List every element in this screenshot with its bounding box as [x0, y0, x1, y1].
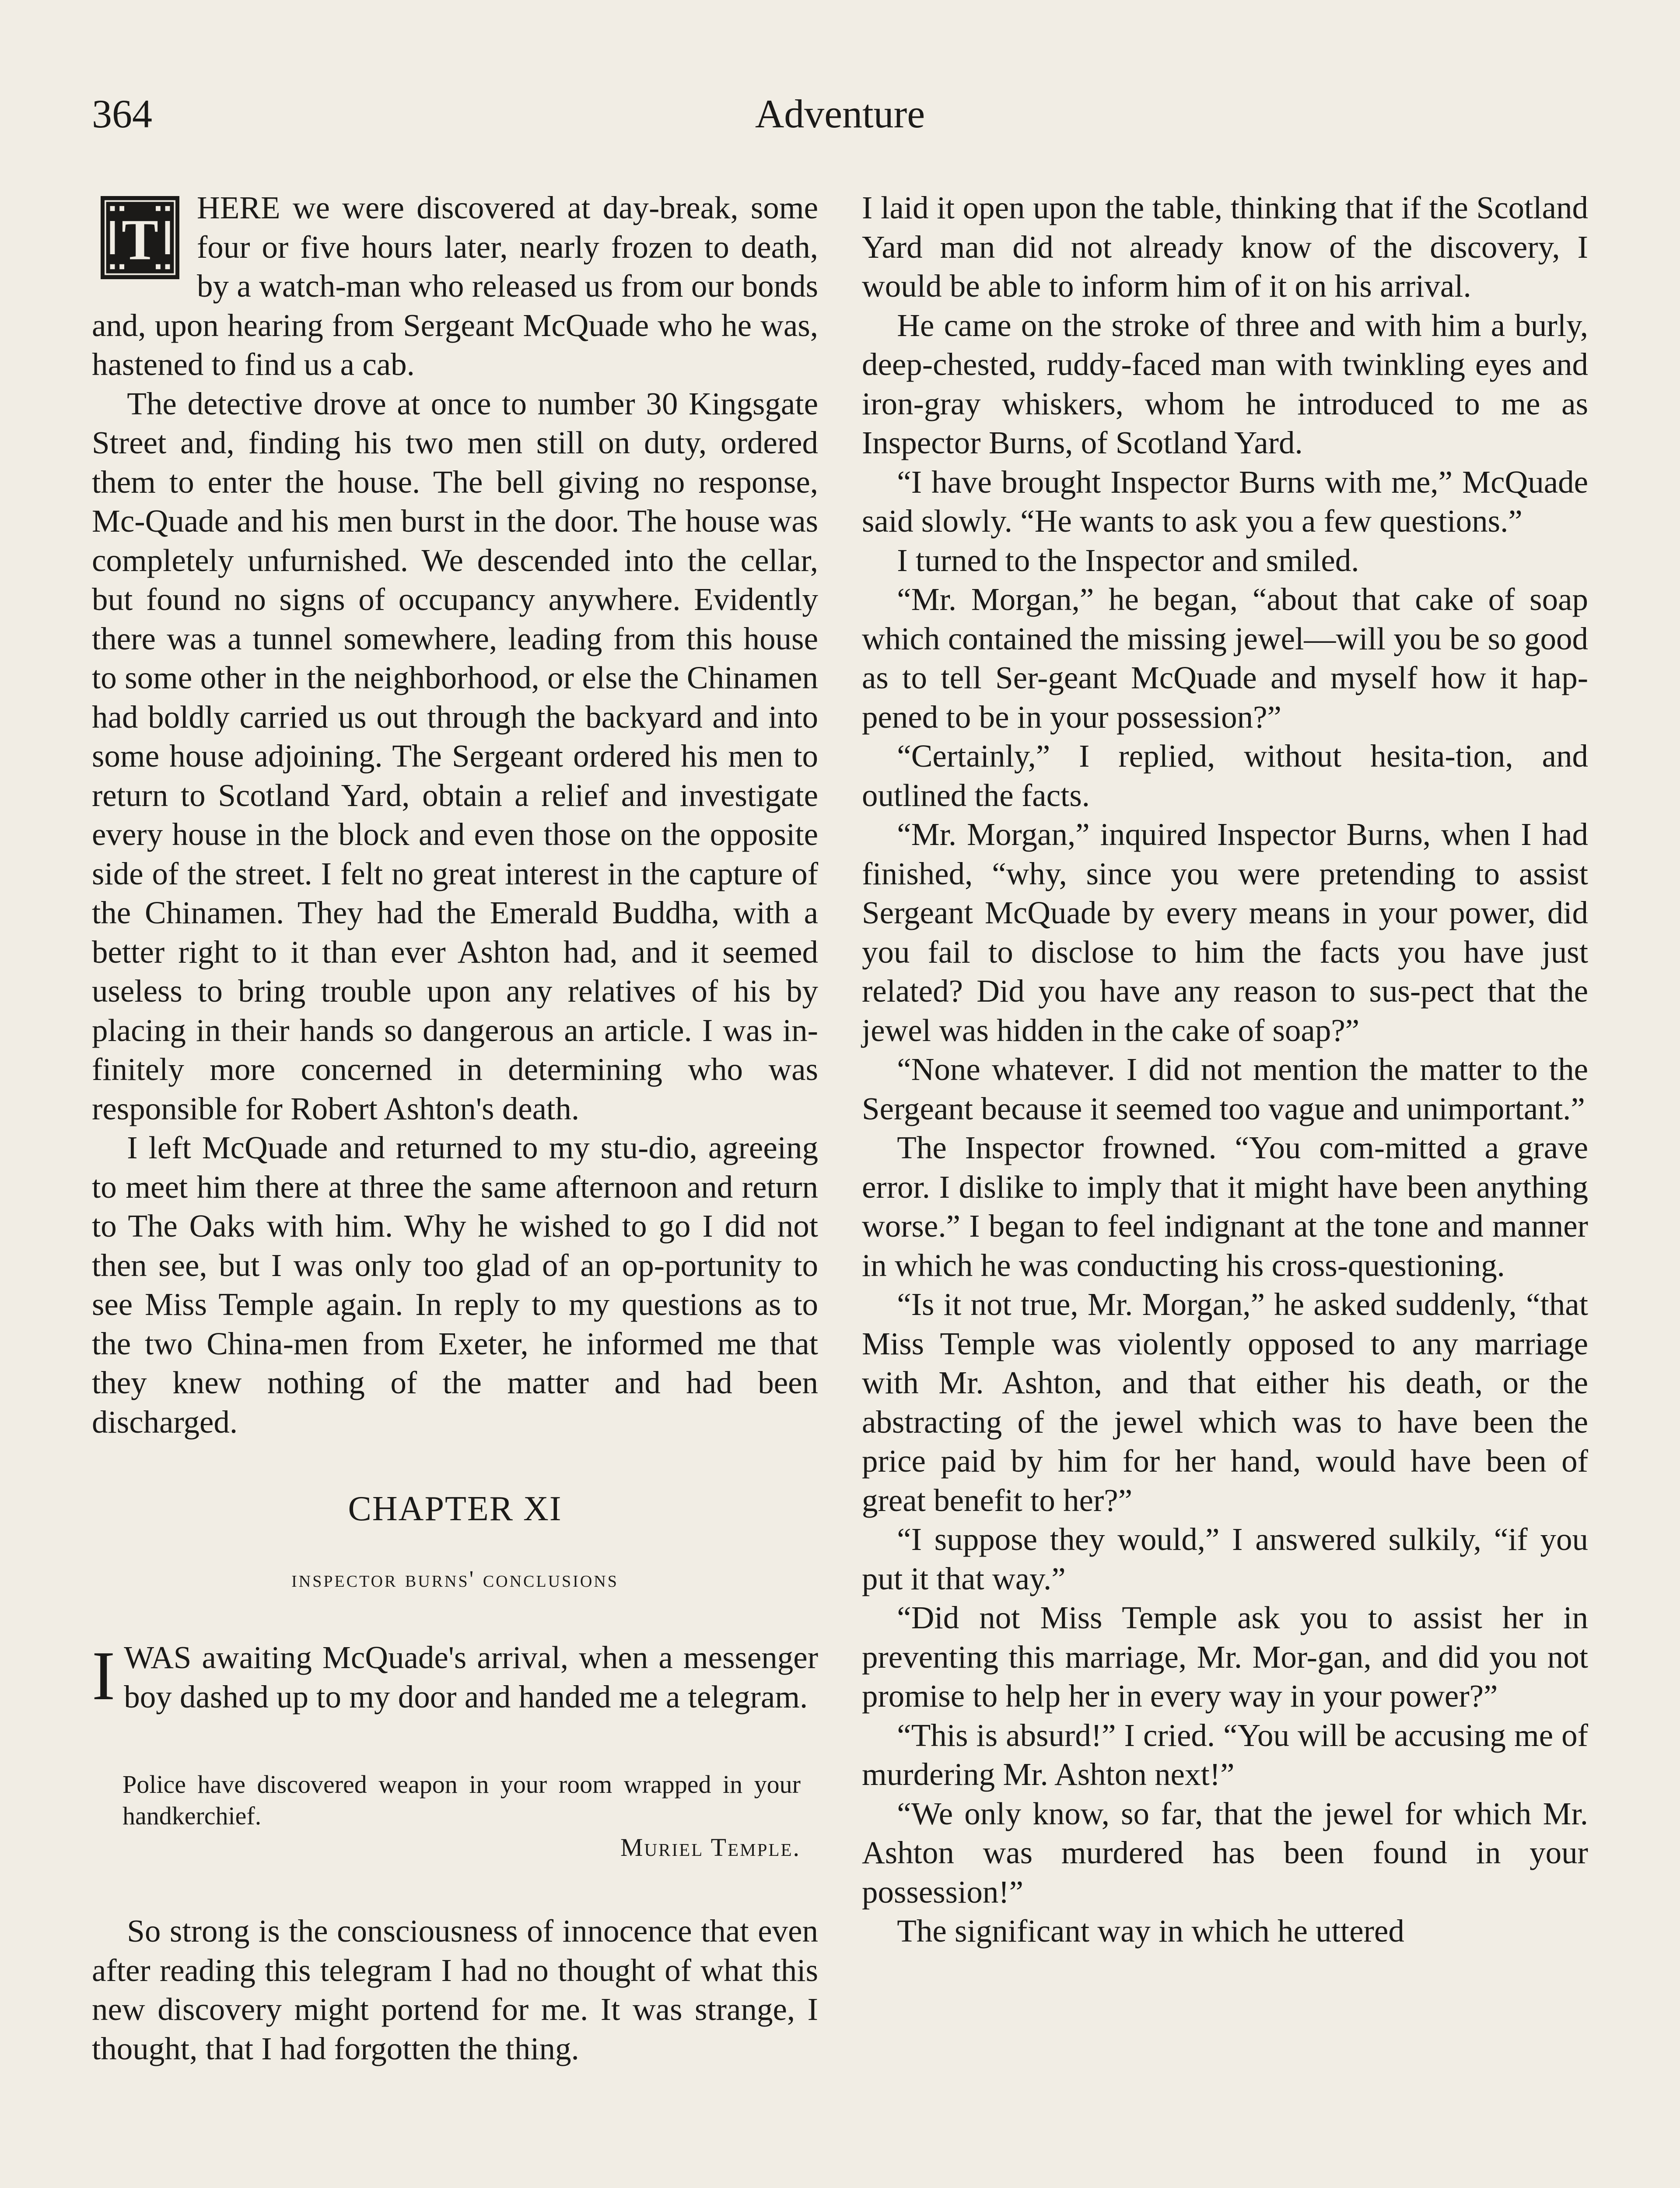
chapter-opening-paragraph [92, 1638, 818, 1716]
telegram-text: Police have discovered weapon in your room wrapped in your handkerchief. [122, 1770, 801, 1830]
dropcap-letter: T [121, 208, 159, 273]
paragraph: “Did not Miss Temple ask you to assist her in preventing this marriage, Mr. Mor-gan, and did you not promise to help her in every way in your power?” [862, 1600, 1588, 1714]
paragraph: “We only know, so far, that the jewel for which Mr. Ashton was murdered has been found in your possession!” [862, 1795, 1588, 1910]
left-column [92, 188, 818, 2068]
paragraph: The significant way in which he uttered [897, 1913, 1404, 1949]
paragraph: HERE we were discovered at day-break, some four or five hours later, nearly frozen to death, by a watch-man who released us from our bonds and, upon hearing from Sergeant McQuade who he was, hastened to find us a cab. [92, 190, 818, 382]
right-column [862, 188, 1588, 1951]
ornamental-dropcap-icon [101, 196, 179, 279]
paragraph: The Inspector frowned. “You com-mitted a grave error. I dislike to imply that it might have been anything worse.” I began to feel indignant at the tone and manner in which he was conducting his cross-questioning. [862, 1130, 1588, 1283]
page-header [92, 88, 1588, 140]
page-number: 364 [92, 91, 152, 136]
chapter-subtitle: inspector burns' conclusions [291, 1565, 619, 1592]
paragraph: “Mr. Morgan,” he began, “about that cake of soap which contained the missing jewel—will you be so good as to tell Ser-geant McQuade and myself how it hap-pened to be in your possession?” [862, 582, 1588, 735]
paragraph: He came on the stroke of three and with him a burly, deep-chested, ruddy-faced man with twinkling eyes and iron-gray whiskers, whom he introduced to me as Inspector Burns, of Scotland Yard. [862, 307, 1588, 460]
paragraph: I turned to the Inspector and smiled. [897, 542, 1359, 578]
paragraph: I left McQuade and returned to my stu-dio, agreeing to meet him there at three the same afternoon and return to The Oaks with him. Why he wished to go I did not then see, but I was only too glad of an op-portunity to see Miss Temple again. In reply to my questions as to the two China-men from Exeter, he informed me that they knew nothing of the matter and had been discharged. [92, 1130, 818, 1440]
paragraph: “None whatever. I did not mention the matter to the Sergeant because it seemed too vague and unimportant.” [862, 1052, 1588, 1126]
paragraph: “I have brought Inspector Burns with me,” McQuade said slowly. “He wants to ask you a few questions.” [862, 464, 1588, 539]
chapter-initial-letter: I [92, 1637, 116, 1715]
paragraph: “I suppose they would,” I answered sulkily, “if you put it that way.” [862, 1522, 1588, 1596]
paragraph: “Is it not true, Mr. Morgan,” he asked suddenly, “that Miss Temple was violently opposed to any marriage with Mr. Ashton, and that either his death, or the abstracting of the jewel which was to have been the price paid by him for her hand, would have been of great benefit to her?” [862, 1287, 1588, 1518]
paragraph: “Certainly,” I replied, without hesita-tion, and outlined the facts. [862, 738, 1588, 813]
telegram-signature: Muriel Temple. [620, 1833, 801, 1862]
paragraph: So strong is the consciousness of innocence that even after reading this telegram I had no thought of what this new discovery might portend for me. It was strange, I thought, that I had forgotten the thing. [92, 1913, 818, 2066]
paragraph: “Mr. Morgan,” inquired Inspector Burns, when I had finished, “why, since you were pretending to assist Sergeant McQuade by every means in your power, did you fail to disclose to him the facts you have just related? Did you have any reason to sus-pect that the jewel was hidden in the cake of soap?” [862, 817, 1588, 1048]
paragraph-text: WAS awaiting McQuade's arrival, when a messenger boy dashed up to my door and handed me a telegram. [124, 1640, 818, 1715]
paragraph: “This is absurd!” I cried. “You will be accusing me of murdering Mr. Ashton next!” [862, 1717, 1588, 1792]
paragraph: I laid it open upon the table, thinking that if the Scotland Yard man did not already know of the discovery, I would be able to inform him of it on his arrival. [862, 190, 1588, 304]
paragraph: The detective drove at once to number 30 Kingsgate Street and, finding his two men still on duty, ordered them to enter the house. The bell giving no response, Mc-Quade and his men burst in the door. The house was completely unfurnished. We descended into the cellar, but found no signs of occupancy anywhere. Evidently there was a tunnel somewhere, leading from this house to some other in the neighborhood, or else the Chinamen had boldly carried us out through the backyard and into some house adjoining. The Sergeant ordered his men to return to Scotland Yard, obtain a relief and investigate every house in the block and even those on the opposite side of the street. I felt no great interest in the capture of the Chinamen. They had the Emerald Buddha, with a better right to it than ever Ashton had, and it seemed useless to bring trouble upon any relatives of his by placing in their hands so dangerous an article. I was in-finitely more concerned in determining who was responsible for Robert Ashton's death. [92, 386, 818, 1126]
chapter-title: CHAPTER XI [348, 1490, 562, 1528]
running-title: Adventure [755, 91, 925, 136]
